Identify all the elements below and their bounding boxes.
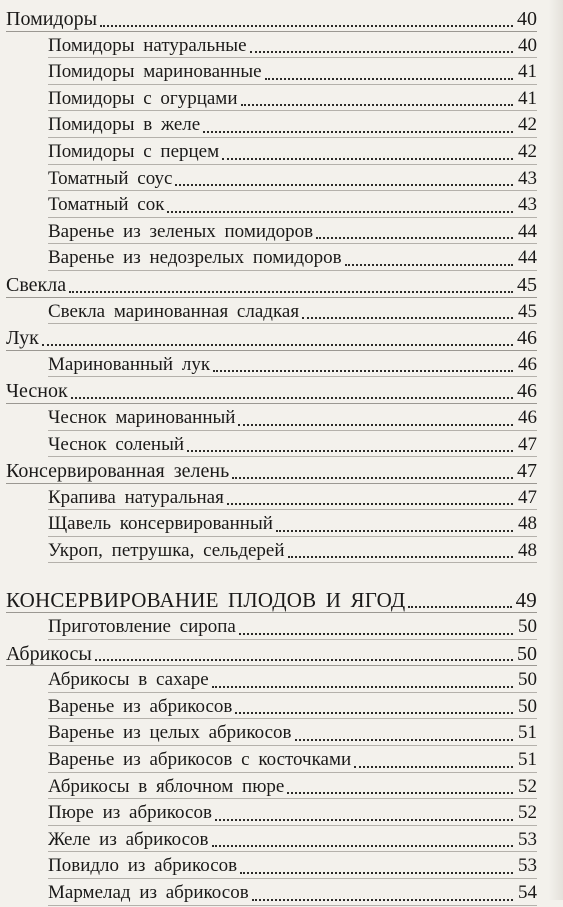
toc-entry-title: Помидоры с перцем	[48, 140, 220, 162]
dot-leader	[187, 443, 513, 452]
toc-subentry	[0, 694, 563, 721]
toc-entry-title: Абрикосы	[6, 642, 92, 665]
toc-entry-title: Помидоры	[6, 8, 98, 30]
toc-subentry	[0, 614, 563, 641]
toc-page-number: 53	[518, 855, 537, 877]
toc-page-number: 41	[518, 61, 537, 83]
toc-page-number: 41	[518, 87, 537, 109]
toc-chapter-entry	[0, 325, 563, 352]
toc-page-number: 42	[518, 140, 537, 162]
toc-subentry	[0, 245, 563, 272]
dot-leader	[215, 812, 513, 821]
dot-leader	[227, 496, 513, 505]
toc-entry-title: Варенье из целых абрикосов	[48, 722, 292, 744]
toc-page-number: 40	[518, 34, 537, 56]
toc-page-number: 45	[518, 300, 537, 322]
toc-subentry	[0, 667, 563, 694]
toc-subentry	[0, 720, 563, 747]
toc-chapter-entry	[0, 641, 563, 668]
dot-leader	[238, 417, 513, 426]
dot-leader	[235, 705, 513, 714]
dot-leader	[287, 785, 513, 794]
toc-entry-title: Чеснок	[6, 380, 68, 403]
toc-entry-title: Помидоры в желе	[48, 114, 201, 136]
toc-page-number: 47	[517, 460, 537, 483]
dot-leader	[276, 523, 513, 532]
toc-entry-title: Укроп, петрушка, сельдерей	[48, 539, 285, 561]
toc-entry-title: Свекла	[6, 273, 67, 296]
toc-page-number: 43	[518, 194, 537, 216]
toc-page-number: 52	[518, 802, 537, 824]
toc-subentry	[0, 800, 563, 827]
toc-page-number: 50	[518, 669, 537, 691]
dot-leader	[212, 679, 513, 688]
dot-leader	[241, 97, 513, 106]
toc-entry-title: КОНСЕРВИРОВАНИЕ ПЛОДОВ И ЯГОД	[6, 588, 406, 613]
toc-subentry	[0, 192, 563, 219]
book-page	[0, 6, 563, 903]
toc-entry-title: Варенье из абрикосов	[48, 695, 233, 717]
dot-leader	[265, 71, 513, 80]
toc-entry-title: Варенье из зеленых помидоров	[48, 220, 314, 242]
toc-entry-title: Лук	[6, 327, 39, 350]
toc-page-number: 50	[517, 642, 537, 665]
toc-subentry	[0, 59, 563, 86]
toc-entry-title: Помидоры с огурцами	[48, 87, 238, 109]
toc-page-number: 49	[515, 588, 537, 613]
toc-entry-title: Чеснок маринованный	[48, 406, 236, 428]
toc-entry-title: Томатный соус	[48, 167, 173, 189]
dot-leader	[240, 865, 513, 874]
toc-subentry	[0, 538, 563, 565]
dot-leader	[100, 18, 513, 27]
dot-leader	[239, 626, 513, 635]
toc-subentry	[0, 827, 563, 854]
toc-entry-title: Желе из абрикосов	[48, 828, 209, 850]
toc-entry-title: Помидоры маринованные	[48, 61, 262, 83]
toc-subentry	[0, 299, 563, 326]
toc-entry-title: Помидоры натуральные	[48, 34, 247, 56]
toc-entry-title: Свекла маринованная сладкая	[48, 300, 300, 322]
toc-page-number: 50	[518, 616, 537, 638]
toc-entry-title: Варенье из недозрелых помидоров	[48, 247, 342, 269]
toc-subentry	[0, 112, 563, 139]
toc-page-number: 52	[518, 775, 537, 797]
dot-leader	[175, 177, 513, 186]
toc-subentry	[0, 405, 563, 432]
dot-leader	[212, 838, 514, 847]
toc-subentry	[0, 485, 563, 512]
dot-leader	[203, 124, 513, 133]
toc-page-number: 44	[518, 247, 537, 269]
toc-page-number: 46	[518, 353, 537, 375]
dot-leader	[71, 390, 513, 399]
toc-subentry	[0, 166, 563, 193]
toc-page-number: 46	[518, 406, 537, 428]
toc-page-number: 44	[518, 220, 537, 242]
toc-page-number: 47	[518, 433, 537, 455]
dot-leader	[252, 892, 513, 901]
toc-page-number: 45	[517, 273, 537, 296]
toc-entry-title: Пюре из абрикосов	[48, 802, 212, 824]
toc-subentry	[0, 853, 563, 880]
toc-page-number: 51	[518, 749, 537, 771]
toc-entry-title: Маринованный лук	[48, 353, 211, 375]
toc-chapter-entry	[0, 458, 563, 485]
dot-leader	[232, 470, 513, 479]
toc-entry-title: Консервированная зелень	[6, 460, 230, 483]
toc-page-number: 54	[518, 882, 537, 903]
dot-leader	[408, 599, 511, 608]
toc-page-number: 47	[518, 486, 537, 508]
toc-subentry	[0, 86, 563, 113]
dot-leader	[345, 257, 513, 266]
toc-subentry	[0, 352, 563, 379]
toc-page-number: 46	[517, 327, 537, 350]
toc-chapter-entry	[0, 272, 563, 299]
dot-leader	[354, 759, 513, 768]
toc-subentry	[0, 774, 563, 801]
toc-page-number: 42	[518, 114, 537, 136]
toc-section-heading	[0, 587, 563, 614]
toc-entry-title: Повидло из абрикосов	[48, 855, 238, 877]
dot-leader	[69, 284, 513, 293]
dot-leader	[222, 151, 513, 160]
toc-entry-title: Чеснок соленый	[48, 433, 185, 455]
dot-leader	[213, 363, 513, 372]
toc-page-number: 51	[518, 722, 537, 744]
toc-page-number: 43	[518, 167, 537, 189]
toc-entry-title: Крапива натуральная	[48, 486, 224, 508]
toc-chapter-entry	[0, 378, 563, 405]
dot-leader	[42, 337, 513, 346]
toc-page-number: 48	[518, 539, 537, 561]
toc-page-number: 48	[518, 513, 537, 535]
toc-subentry	[0, 747, 563, 774]
toc-subentry	[0, 33, 563, 60]
toc-entry-title: Томатный сок	[48, 194, 165, 216]
dot-leader	[250, 44, 513, 53]
toc-entry-title: Приготовление сиропа	[48, 616, 236, 638]
toc-subentry	[0, 880, 563, 907]
toc-page-number: 53	[518, 828, 537, 850]
toc-entry-title: Варенье из абрикосов с косточками	[48, 749, 352, 771]
toc-entry-title: Абрикосы в яблочном пюре	[48, 775, 285, 797]
toc-subentry	[0, 432, 563, 459]
toc-page-number: 50	[518, 695, 537, 717]
toc-subentry	[0, 219, 563, 246]
toc-page-number: 40	[517, 8, 537, 30]
dot-leader	[316, 230, 513, 239]
dot-leader	[288, 549, 513, 558]
toc-subentry	[0, 139, 563, 166]
table-of-contents	[0, 6, 563, 907]
toc-page-number: 46	[517, 380, 537, 403]
toc-chapter-entry	[0, 6, 563, 33]
toc-entry-title: Абрикосы в сахаре	[48, 669, 209, 691]
dot-leader	[302, 310, 513, 319]
dot-leader	[95, 652, 513, 661]
toc-subentry	[0, 511, 563, 538]
dot-leader	[295, 732, 514, 741]
dot-leader	[167, 204, 513, 213]
toc-entry-title: Щавель консервированный	[48, 513, 273, 535]
toc-entry-title: Мармелад из абрикосов	[48, 882, 249, 903]
